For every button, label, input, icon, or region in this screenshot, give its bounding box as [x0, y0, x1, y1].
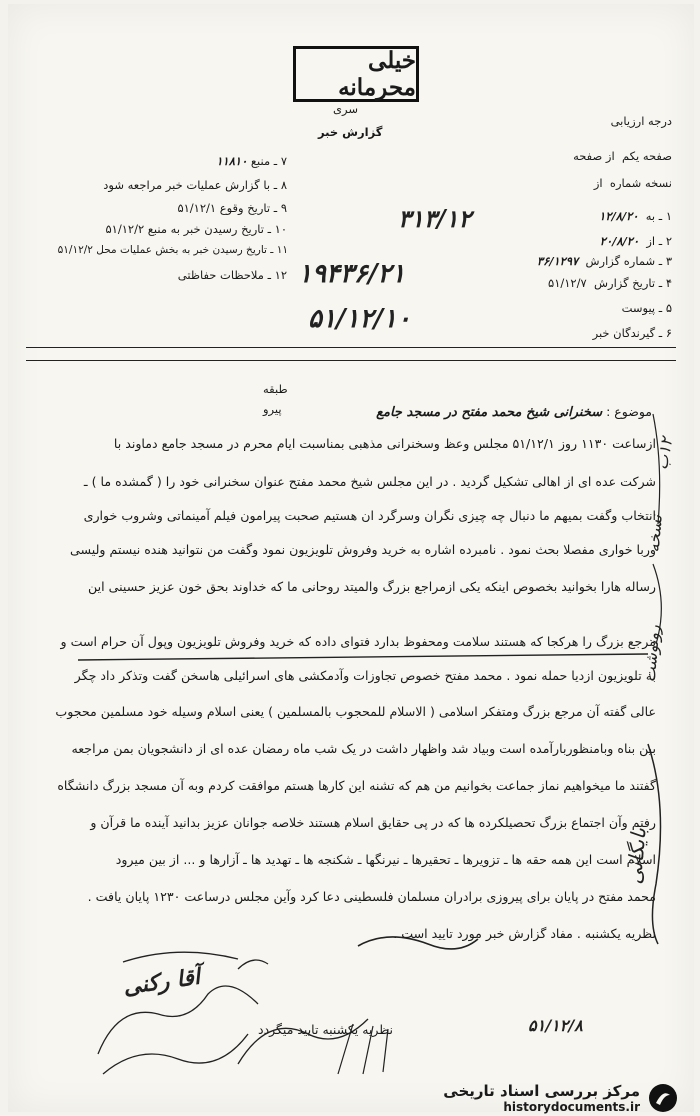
secret-caption: سری: [333, 102, 358, 116]
left-field-11: ۱۱ ـ تاریخ رسیدن خبر به بخش عملیات محل ۵۱/۱۲/۲: [57, 244, 288, 256]
logo-icon: [648, 1083, 678, 1113]
hand-underlines: [8, 4, 694, 1112]
footer-url: historydocuments.ir: [503, 1100, 640, 1114]
signature: آقا رکنی: [121, 963, 202, 1001]
right-field-4: ۲ ـ از ۲۰/۸/۲۰: [599, 234, 672, 248]
right-field-2: نسخه شماره از: [593, 176, 672, 190]
report-type: گزارش خبر: [318, 125, 383, 139]
handwritten-number: ۱۹۴۳۶/۲۱: [298, 259, 406, 289]
body-line: ازساعت ۱۱۳۰ روز ۵۱/۱۲/۱ مجلس وعظ وسخنرانی مذهبی بمناسبت ایام محرم در مسجد جامع دماوند با: [113, 436, 656, 451]
closing-line: نظریه یکشنبه تایید میگردد: [258, 1022, 394, 1037]
footer-org: مرکز بررسی اسناد تاریخی: [443, 1082, 640, 1100]
body-line: گفتند ما میخواهیم نماز جماعت بخوانیم من هم که تشنه این کارها هستم موافقت کردم وبه آن مسجد بزرگ دانشگاه: [57, 778, 656, 793]
body-line: نظریه یکشنبه . مفاد گزارش خبر مورد تایید است .: [393, 926, 656, 941]
right-field-8: ۶ ـ گیرندگان خبر: [592, 326, 672, 340]
handwritten-date: ۵۱/۱۲/۱۰: [308, 304, 411, 334]
subject-line: موضوع : سخنرانی شیخ محمد مفتح در مسجد جامع: [376, 404, 652, 420]
left-field-9: ۹ ـ تاریخ وقوع ۵۱/۱۲/۱: [177, 201, 287, 215]
right-field-6: ۴ ـ تاریخ گزارش ۵۱/۱۲/۷: [548, 276, 672, 290]
left-field-8: ۸ ـ با گزارش عملیات خبر مراجعه شود: [103, 178, 287, 192]
body-line: اسلام است این همه حقه ها ـ تزویرها ـ تحقیرها ـ نیرنگها ـ شکنجه ها ـ تهدید ها ـ آزارها و ... از بین میرود: [115, 852, 656, 867]
evaluation-grade-label: درجه ارزیابی: [610, 114, 672, 128]
left-field-10: ۱۰ ـ تاریخ رسیدن خبر به منبع ۵۱/۱۲/۲: [105, 222, 287, 236]
body-line: رساله هارا بخوانید بخصوص اینکه یکی ازمراجع بزرگ والمیتد روحانی ما که خداوند بحق خون عزیز حسینی این: [88, 579, 656, 594]
divider: [26, 347, 676, 348]
right-field-3: ۱ ـ به ۱۲/۸/۲۰: [599, 209, 672, 223]
document-page: [8, 4, 694, 1112]
handwritten-number-2: ۳۱۳/۱۲: [398, 204, 472, 233]
margin-note: ۱۲ب: [651, 435, 677, 472]
right-field-7: ۵ ـ پیوست: [621, 301, 672, 315]
attach-label-2: پیرو: [263, 402, 282, 416]
right-field-5: ۳ ـ شماره گزارش ۳۶/۱۲۹۷: [536, 254, 672, 268]
body-line: شرکت عده ای از اهالی تشکیل گردید . در این مجلس شیخ محمد مفتح عنوان سخنرانی خود را ( گمشده ما ) ـ: [83, 474, 656, 489]
divider: [26, 360, 676, 361]
classification-stamp: خیلی محرمانه: [293, 46, 419, 102]
closing-date: ۵۱/۱۲/۸: [528, 1016, 583, 1035]
margin-note: بایگانی: [621, 826, 651, 886]
body-line: رفتم وآن اجتماع بزرگ تحصیلکرده ها که در پی حقایق اسلام هستند خلاصه جوانان عزیز بدانید آینده ما قرآن و: [90, 815, 656, 830]
body-line: وربا خواری مفصلا بحث نمود . نامبرده اشاره به خرید وفروش تلویزیون نمود وگفت من نتوانید هنده نیستم ولیسی: [70, 542, 656, 557]
body-line: انتخاب وگفت بمیهم ما دنبال چه چیزی نگران وسرگرد ان هستیم صحبت پیرامون فیلم آمینماتی وشروب خواری: [83, 508, 656, 523]
body-line: عالی گفته آن مرجع بزرگ ومتفکر اسلامی ( الاسلام للمحجوب بالمسلمین ) یعنی اسلام وسیله خود مسلمین محجوب: [55, 704, 656, 719]
left-field-7: ۷ ـ منبع ۱۱۸۱۰: [216, 154, 287, 168]
signature-scribble: [8, 4, 694, 1112]
body-line: محمد مفتح در پایان برای پیروزی برادران مسلمان فلسطینی دعا کرد وآین مجلس درساعت ۱۲۳۰ پایان یافت .: [87, 889, 656, 904]
right-field-1: صفحه یکم از صفحه: [573, 149, 672, 163]
margin-note: نسخه: [643, 513, 666, 554]
attach-label: طبقه: [263, 382, 288, 396]
margin-note: رونوشت: [639, 624, 664, 683]
body-line: به تلویزیون ازدیا حمله نمود . محمد مفتح خصوص تجاوزات وآدمکشی های اسرائیلی هاسخن گفت وتذکر داد چگر: [74, 668, 656, 683]
left-field-12: ۱۲ ـ ملاحظات حفاظتی: [177, 268, 287, 282]
footer-watermark: [408, 1082, 678, 1114]
body-line: بین بناه وبامنظوربارآمده است وبیاد شد واظهار داشت در یک شب ماه رمضان عده ای از دانشجویان بمن مراجعه: [71, 741, 656, 756]
body-line: مرجع بزرگ را هرکجا که هستند سلامت ومحفوظ بدارد فتوای داده که خرید وفروش تلویزیون وپول آن حرام است و: [60, 634, 656, 649]
